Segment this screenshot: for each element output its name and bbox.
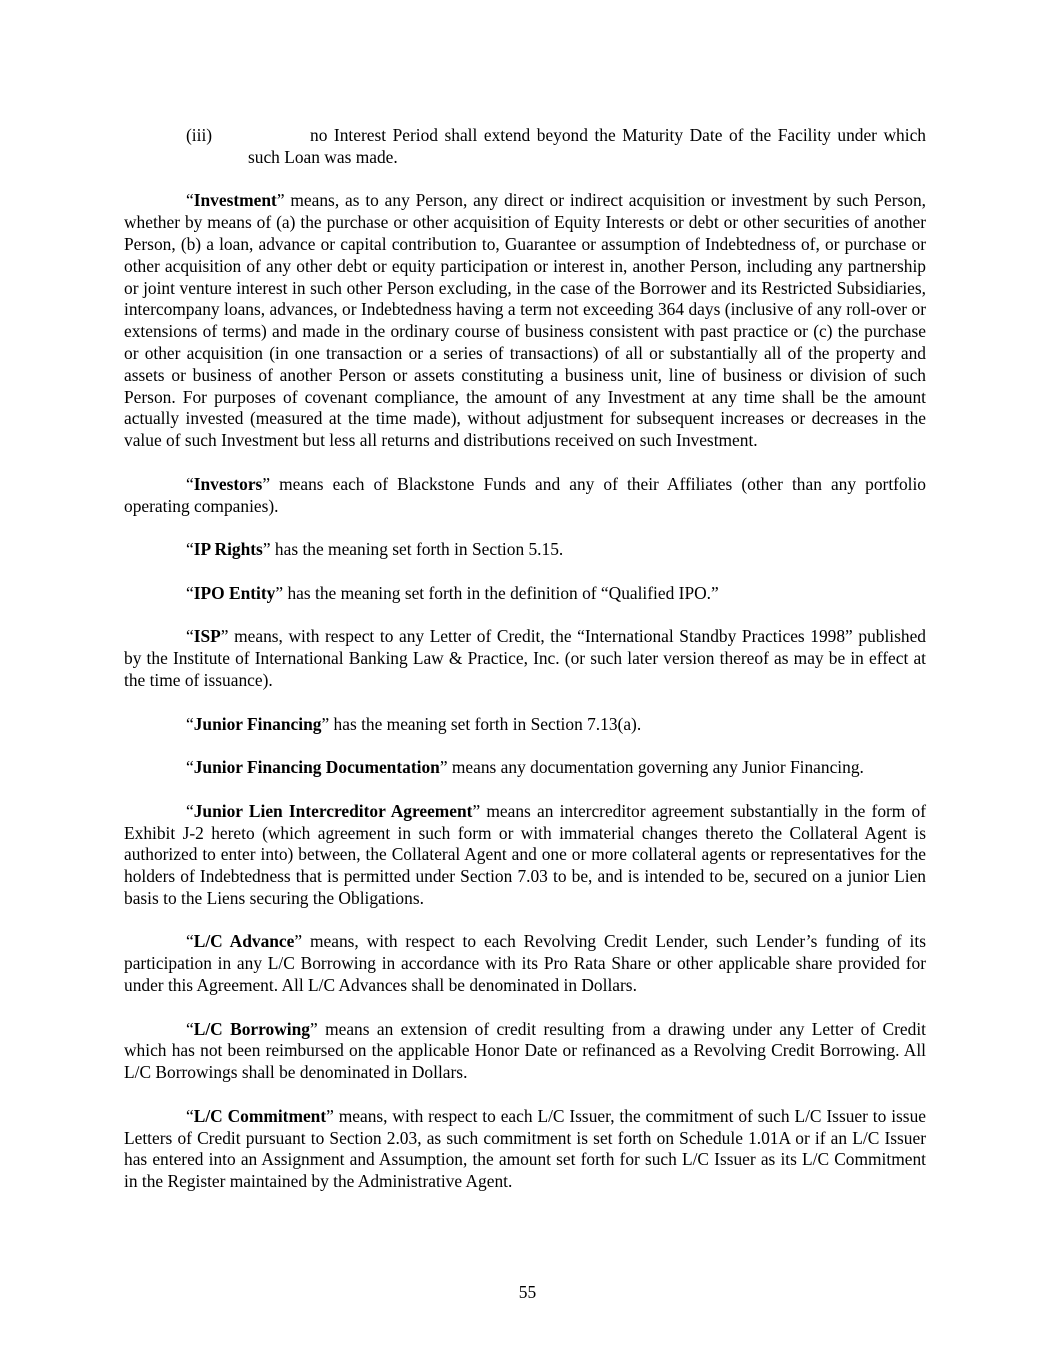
quote-open: “	[186, 1018, 194, 1039]
definition-junior-financing	[124, 714, 926, 736]
definition-text: has the meaning set forth in Section 7.13(a).	[329, 713, 642, 734]
quote-open: “	[186, 713, 194, 734]
page-number: 55	[518, 1282, 537, 1302]
definition-isp	[124, 626, 926, 691]
quote-close: ”	[276, 190, 285, 211]
defined-term: L/C Advance	[193, 931, 295, 952]
definition-lc-commitment	[124, 1106, 926, 1193]
definition-junior-financing-documentation	[124, 757, 926, 779]
clause-number: (iii)	[186, 125, 213, 145]
defined-term: L/C Commitment	[193, 1105, 327, 1126]
definition-text: means any documentation governing any Junior Financing.	[447, 757, 864, 778]
clause-text: no Interest Period shall extend beyond the Maturity Date of the Facility under which such Loan was made.	[248, 125, 926, 167]
clause-iii	[186, 125, 926, 169]
quote-close: ”	[326, 1105, 334, 1126]
defined-term: Investors	[193, 473, 263, 494]
quote-close: ”	[220, 626, 229, 647]
defined-term: Junior Financing Documentation	[193, 757, 440, 778]
definition-lc-advance	[124, 931, 926, 996]
definition-lc-borrowing	[124, 1019, 926, 1084]
defined-term: Investment	[193, 190, 277, 211]
document-body	[124, 125, 926, 1215]
quote-open: “	[186, 757, 194, 778]
definition-text: means, as to any Person, any direct or indirect acquisition or investment by such Person, whether by means of (a) the purchase or other acquisition of Equity Interests or debt or other securities of another Person, (b) a loan, advance or capital contribution to, Guarantee or assumption of Indebtedness of, or purchase or other acquisition of any other debt or equity participation or interest in, another Person, including any partnership or joint venture interest in such other Person excluding, in the case of the Borrower and its Restricted Subsidiaries, intercompany loans, advances, or Indebtedness having a term not exceeding 364 days (inclusive of any roll-over or extensions of terms) and made in the ordinary course of business consistent with past practice or (c) the purchase or other acquisition (in one transaction or a series of transactions) of all or substantially all of the property and assets or business of another Person or assets constituting a business unit, line of business or division of such Person. For purposes of covenant compliance, the amount of any Investment at any time shall be the amount actually invested (measured at the time made), without adjustment for subsequent increases or decreases in the value of such Investment but less all returns and distributions received on such Investment.	[124, 190, 926, 451]
definition-investors	[124, 474, 926, 518]
quote-close: ”	[275, 582, 284, 603]
defined-term: Junior Financing	[193, 713, 322, 734]
quote-open: “	[186, 800, 194, 821]
definition-ipo-entity	[124, 583, 926, 605]
definition-investment	[124, 190, 926, 452]
definition-text: has the meaning set forth in the definition of “Qualified IPO.”	[283, 582, 719, 603]
quote-close: ”	[472, 800, 481, 821]
quote-close: ”	[309, 1018, 318, 1039]
definition-text: means, with respect to each Revolving Credit Lender, such Lender’s funding of its participation in any L/C Borrowing in accordance with its Pro Rata Share or other applicable share provided for under this Agreement. All L/C Advances shall be denominated in Dollars.	[124, 931, 926, 996]
quote-open: “	[186, 539, 194, 560]
quote-open: “	[186, 190, 194, 211]
quote-open: “	[186, 582, 194, 603]
defined-term: IP Rights	[193, 539, 263, 560]
quote-close: ”	[262, 539, 271, 560]
defined-term: IPO Entity	[193, 582, 276, 603]
definition-text: means an extension of credit resulting from a drawing under any Letter of Credit which has not been reimbursed on the applicable Honor Date or refinanced as a Revolving Credit Borrowing. All L/C Borrowings shall be denominated in Dollars.	[124, 1018, 926, 1083]
definition-ip-rights	[124, 539, 926, 561]
defined-term: ISP	[193, 626, 221, 647]
quote-close: ”	[294, 931, 303, 952]
quote-open: “	[186, 473, 194, 494]
definition-junior-lien-intercreditor-agreement	[124, 801, 926, 910]
quote-open: “	[186, 1105, 194, 1126]
defined-term: Junior Lien Intercreditor Agreement	[193, 800, 473, 821]
definition-text: means each of Blackstone Funds and any of their Affiliates (other than any portfolio operating companies).	[124, 473, 926, 516]
quote-close: ”	[262, 473, 271, 494]
quote-open: “	[186, 931, 194, 952]
quote-open: “	[186, 626, 194, 647]
defined-term: L/C Borrowing	[193, 1018, 310, 1039]
definition-text: means, with respect to any Letter of Credit, the “International Standby Practices 1998” published by the Institute of International Banking Law & Practice, Inc. (or such later version thereof as may be in effect at the time of issuance).	[124, 626, 926, 690]
quote-close: ”	[439, 757, 448, 778]
definition-text: means an intercreditor agreement substantially in the form of Exhibit J-2 hereto (which agreement in such form or with immaterial changes thereto the Collateral Agent is authorized to enter into) between, the Collateral Agent and one or more collateral agents or representatives for the holders of Indebtedness that is permitted under Section 7.03 to be, and is intended to be, secured on a junior Lien basis to the Liens securing the Obligations.	[124, 800, 926, 908]
definition-text: means, with respect to each L/C Issuer, the commitment of such L/C Issuer to issue Letters of Credit pursuant to Section 2.03, as such commitment is set forth on Schedule 1.01A or if an L/C Issuer has entered into an Assignment and Assumption, the amount set forth for such L/C Issuer as its L/C Commitment in the Register maintained by the Administrative Agent.	[124, 1105, 926, 1192]
quote-close: ”	[321, 713, 330, 734]
definition-text: has the meaning set forth in Section 5.15.	[270, 539, 564, 560]
